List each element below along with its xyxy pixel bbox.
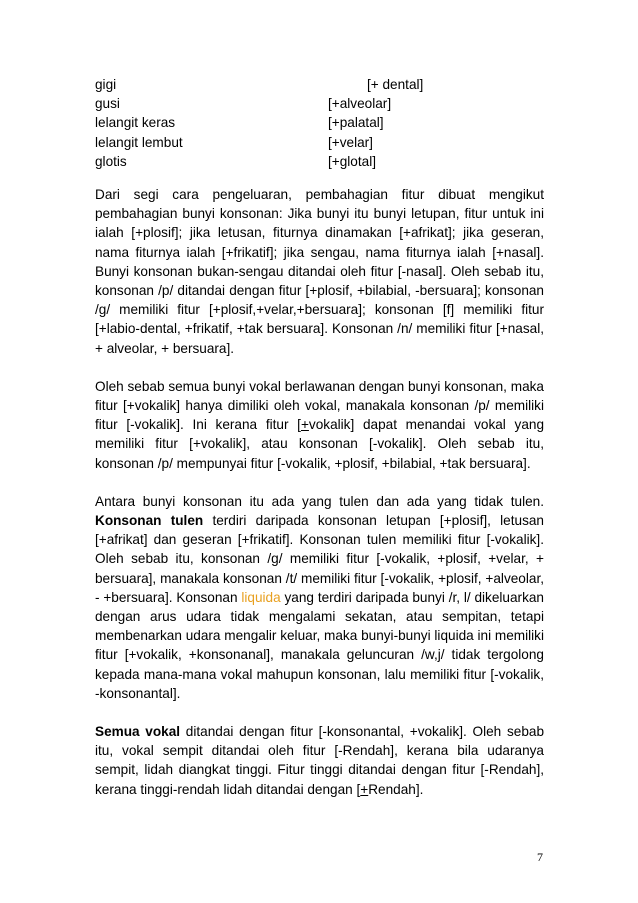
underlined-plus-sign: + xyxy=(300,417,309,433)
feature-row-lelangit-lembut xyxy=(95,133,544,152)
feature-term: lelangit lembut xyxy=(95,134,183,150)
paragraph-text-part: Oleh sebab semua bunyi vokal berlawanan dengan bunyi konsonan, maka fitur [+vokalik] hanya dimiliki oleh vokal, manakala konsonan /p/ memiliki fitur [-vokalik]. Ini kerana fitur [ xyxy=(95,378,544,433)
feature-value: [+ dental] xyxy=(367,77,424,92)
paragraph-text-part: Antara bunyi konsonan itu ada yang tulen dan ada yang tidak tulen. xyxy=(95,493,544,509)
feature-value: [+velar] xyxy=(328,134,373,150)
paragraph-semua-vokal xyxy=(95,722,544,799)
bold-term-semua-vokal: Semua vokal xyxy=(95,724,181,740)
paragraph-cara-pengeluaran xyxy=(95,185,544,358)
feature-value: [+glotal] xyxy=(328,153,376,169)
feature-term: glotis xyxy=(95,153,127,169)
feature-term: lelangit keras xyxy=(95,115,176,131)
paragraph-text-part: vokalik] dapat menandai vokal yang memiliki fitur [+vokalik], atau konsonan [-vokalik]. Oleh sebab itu, konsonan /p/ mempunyai fitur [-vokalik, +plosif, +bilabial, +tak bersuara]. xyxy=(95,417,545,471)
feature-term: gusi xyxy=(95,96,120,112)
paragraph-text-part: Rendah]. xyxy=(368,781,424,797)
feature-value: [+alveolar] xyxy=(328,96,392,112)
feature-value: [+palatal] xyxy=(328,115,384,131)
feature-row-gusi xyxy=(95,94,544,113)
feature-row-gigi xyxy=(95,75,544,94)
highlighted-term-liquida: liquida xyxy=(241,589,281,605)
paragraph-text-part: yang terdiri daripada bunyi /r, l/ dikeluarkan dengan arus udara tidak mengalami sekatan, atau sempitan, tetapi membenarkan udara mengalir keluar, maka bunyi-bunyi liquida ini memiliki fitur [+vokalik, +konsonanal], manakala geluncuran /w,j/ tidak tergolong kepada mana-mana vokal mahupun konsonan, lalu memiliki fitur [-vokalik, -konsonantal]. xyxy=(95,589,544,701)
feature-row-glotis xyxy=(95,152,544,171)
feature-term: gigi xyxy=(95,77,117,92)
document-body xyxy=(95,75,544,799)
bold-term-konsonan-tulen: Konsonan tulen xyxy=(95,512,204,528)
page-number: 7 xyxy=(537,850,543,864)
paragraph-konsonan-tulen xyxy=(95,492,544,703)
paragraph-text: Dari segi cara pengeluaran, pembahagian fitur dibuat mengikut pembahagian bunyi konsonan: Jika bunyi itu bunyi letupan, fitur untuk ini ialah [+plosif]; jika letusan, fiturnya dinamakan [+afrikat]; jika geseran, nama fiturnya ialah [+frikatif]; jika sengau, nama fiturnya ialah [+nasal]. Bunyi konsonan bukan-sengau ditandai oleh fitur [-nasal]. Oleh sebab itu, konsonan /p/ ditandai dengan fitur [+plosif, +bilabial, -bersuara]; konsonan /g/ memiliki fitur [+plosif,+velar,+bersuara]; konsonan [f] memiliki fitur [+labio-dental, +frikatif, +tak bersuara]. Konsonan /n/ memiliki fitur [+nasal, + alveolar, + bersuara]. xyxy=(95,186,544,356)
feature-table xyxy=(95,75,544,171)
paragraph-text-part: terdiri daripada konsonan letupan [+plosif], letusan [+afrikat] dan geseran [+frikatif]. Konsonan tulen memiliki fitur [-vokalik]. Oleh sebab itu, konsonan /g/ memiliki fitur [-vokalik, +plosif, +velar, + bersuara], manakala konsonan /t/ memiliki fitur [-vokalik, +plosif, +alveolar, - +bersuara]. Konsonan xyxy=(95,512,544,605)
underlined-plus-sign: + xyxy=(360,781,369,797)
paragraph-text-part: ditandai dengan fitur [-konsonantal, +vokalik]. Oleh sebab itu, vokal sempit ditandai oleh fitur [-Rendah], kerana bila udaranya sempit, lidah diangkat tinggi. Fitur tinggi ditandai dengan fitur [-Rendah], kerana tinggi-rendah lidah ditandai dengan [ xyxy=(95,724,545,797)
feature-row-lelangit-keras xyxy=(95,113,544,132)
paragraph-vokalik xyxy=(95,377,544,473)
